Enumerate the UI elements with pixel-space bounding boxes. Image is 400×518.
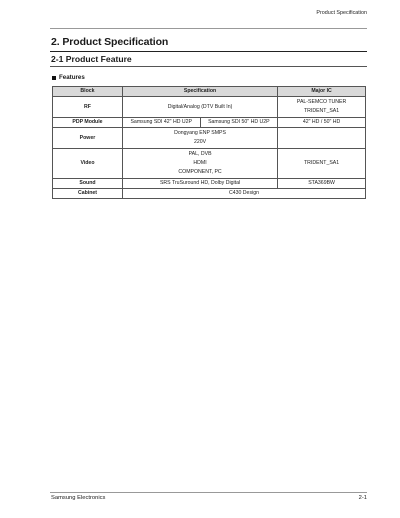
header-major-ic: Major IC — [278, 87, 366, 97]
cell-ic-rf — [278, 97, 366, 118]
cell-spec-pdp-50: Samsung SDI 50" HD U2P — [200, 118, 278, 128]
table-row-pdp — [53, 118, 366, 128]
header-divider — [50, 28, 367, 29]
table-row-video — [53, 149, 366, 179]
spec-line: PAL, DVB — [188, 151, 212, 157]
running-header: Product Specification — [316, 10, 367, 16]
table-header-row — [53, 87, 366, 97]
table-row-sound — [53, 179, 366, 189]
cell-block-video: Video — [53, 149, 123, 179]
feature-table — [52, 86, 366, 199]
spec-line: HDMI — [193, 160, 207, 166]
features-heading — [52, 74, 85, 81]
cell-block-cabinet: Cabinet — [53, 189, 123, 199]
cell-spec-pdp-42: Samsung SDI 42" HD U2P — [122, 118, 200, 128]
ic-line: PAL-SEMCO TUNER — [296, 99, 347, 105]
features-label: Features — [59, 74, 85, 81]
cell-spec-sound: SRS TruSuround HD, Dolby Digital — [122, 179, 277, 189]
section-title-underline — [50, 51, 367, 52]
section-title: 2. Product Specification — [51, 36, 169, 48]
footer-divider — [50, 492, 367, 493]
footer-company: Samsung Electronics — [51, 495, 106, 501]
table-row-power — [53, 128, 366, 149]
spec-line: 220V — [193, 139, 207, 145]
cell-block-sound: Sound — [53, 179, 123, 189]
cell-ic-pdp: 42" HD / 50" HD — [278, 118, 366, 128]
cell-spec-video — [122, 149, 277, 179]
cell-spec-power — [122, 128, 277, 149]
page-number: 2-1 — [358, 495, 367, 501]
cell-spec-cabinet: C430 Design — [122, 189, 365, 199]
table-row-rf — [53, 97, 366, 118]
spec-line: Dongyang ENP SMPS — [174, 130, 226, 136]
cell-block-rf: RF — [53, 97, 123, 118]
cell-ic-video: TRIDENT_SA1 — [278, 149, 366, 179]
subsection-title-underline — [50, 66, 367, 67]
cell-spec-rf: Digital/Analog (DTV Built In) — [122, 97, 277, 118]
cell-ic-sound: STA369BW — [278, 179, 366, 189]
subsection-title: 2-1 Product Feature — [51, 54, 132, 64]
cell-block-pdp: PDP Module — [53, 118, 123, 128]
table-row-cabinet — [53, 189, 366, 199]
cell-ic-power — [278, 128, 366, 149]
spec-line: COMPONENT, PC — [178, 169, 222, 175]
header-block: Block — [53, 87, 123, 97]
ic-line: TRIDENT_SA1 — [303, 108, 340, 114]
header-specification: Specification — [122, 87, 277, 97]
square-bullet-icon — [52, 76, 56, 80]
cell-block-power: Power — [53, 128, 123, 149]
